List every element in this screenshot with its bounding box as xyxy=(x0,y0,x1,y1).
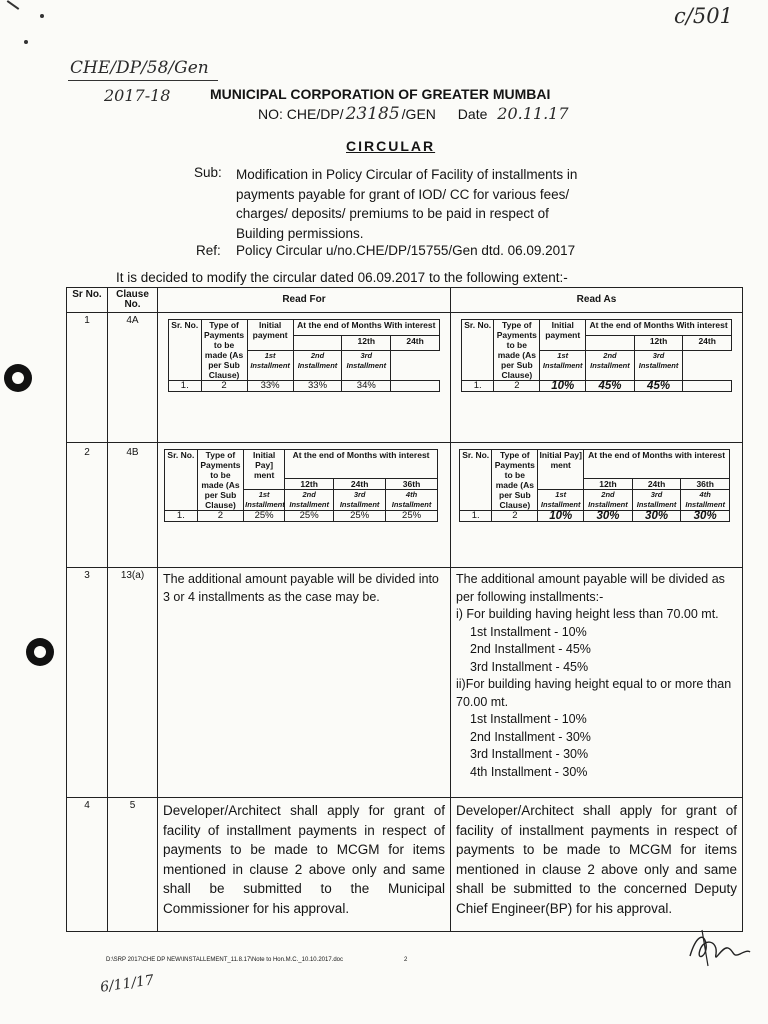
header-sr-no: Sr No. xyxy=(67,288,108,313)
list-item: 2nd Installment - 30% xyxy=(470,729,591,744)
list-item: 3rd Installment - 45% xyxy=(470,659,589,674)
cell: 30% xyxy=(681,511,730,522)
subject-line: Building permissions. xyxy=(236,225,364,241)
subject-line: Modification in Policy Circular of Facility of installments in xyxy=(236,167,578,182)
inner-inst-4: 4th Installment xyxy=(681,490,730,511)
inner-month-24: 24th xyxy=(683,335,732,351)
handwritten-date: 20.11.17 xyxy=(497,104,569,123)
inner-sr: Sr. No. xyxy=(165,450,198,511)
as-case-ii: ii)For building having height equal to or more than 70.00 mt. xyxy=(456,677,732,709)
reference-label: Ref: xyxy=(196,243,221,258)
installment-table-4b-for xyxy=(164,449,438,522)
cell: 2 xyxy=(197,511,243,522)
cell: 10% xyxy=(540,381,586,392)
inner-month-12: 12th xyxy=(285,479,334,490)
as-intro: The additional amount payable will be divided as per following installments:- xyxy=(456,572,725,604)
inner-initial: Initial Pay] ment xyxy=(244,450,285,490)
list-item: 3rd Installment - 30% xyxy=(470,747,589,761)
row-clause: 4B xyxy=(108,443,158,568)
inner-inst-1: 1st Installment xyxy=(245,490,285,509)
inner-month-36: 36th xyxy=(386,479,438,490)
cell xyxy=(391,381,440,392)
cell: 33% xyxy=(247,381,293,392)
inner-inst-3: 3rd Installment xyxy=(342,351,391,381)
cell: 25% xyxy=(386,511,438,522)
table-row xyxy=(67,568,743,798)
header-read-as: Read As xyxy=(451,288,743,313)
inner-month-12: 12th xyxy=(634,335,683,351)
scan-mark-top-left xyxy=(7,0,20,10)
list-item: 1st Installment - 10% xyxy=(470,624,587,639)
row4-read-for: Developer/Architect shall apply for grant of facility of installment payments in respect of payments to be made to MCGM for items mentioned in clause 2 above only and same shall be submitted to the Municipal Commissioner for his approval. xyxy=(158,798,451,932)
scan-dot-top xyxy=(40,14,44,18)
inner-inst-2: 2nd Installment xyxy=(584,490,633,511)
number-suffix: /GEN xyxy=(401,106,436,122)
inner-sr: Sr. No. xyxy=(169,320,202,381)
inner-inst-1: 1st Installment xyxy=(247,351,293,381)
cell: 25% xyxy=(334,511,386,522)
modification-table xyxy=(66,287,743,932)
row1-read-as xyxy=(451,313,743,443)
inner-inst-3: 3rd Installment xyxy=(634,351,683,381)
row2-read-for xyxy=(158,443,451,568)
inner-end-months: At the end of Months with interest xyxy=(285,450,438,479)
punch-hole-upper xyxy=(4,364,32,392)
punch-hole-lower xyxy=(26,638,54,666)
inner-initial: Initial Pay] ment xyxy=(538,450,584,490)
cell: 1. xyxy=(169,381,202,392)
cell: 33% xyxy=(293,381,342,392)
row-sr: 2 xyxy=(67,443,108,568)
date-label: Date xyxy=(457,106,488,122)
footer-file-path: D:\SRP 2017\CHE DP NEW\INSTALLEMENT_11.8.17\Note to Hon.M.C._10.10.2017.doc xyxy=(106,957,344,963)
row-clause: 4A xyxy=(108,313,158,443)
cell xyxy=(683,381,732,392)
circular-title: CIRCULAR xyxy=(346,138,436,154)
handwritten-file-number: c/501 xyxy=(674,4,733,28)
cell: 10% xyxy=(538,511,584,522)
row3-read-for: The additional amount payable will be divided into 3 or 4 installments as the case may be. xyxy=(158,568,451,798)
cell: 1. xyxy=(462,381,494,392)
intro-text: It is decided to modify the circular dated 06.09.2017 to the following extent:- xyxy=(116,270,568,285)
inner-inst-3: 3rd Installment xyxy=(632,490,681,511)
handwritten-number: 23185 xyxy=(345,104,400,124)
inner-type: Type of Payments to be made (As per Sub Clause) xyxy=(201,320,247,381)
cell: 45% xyxy=(634,381,683,392)
footer-page-number: 2 xyxy=(404,957,408,963)
inner-sr: Sr. No. xyxy=(462,320,494,381)
inner-inst-4: 4th Installment xyxy=(386,490,438,511)
inner-inst-2: 2nd Installment xyxy=(285,490,334,511)
file-ref-underline xyxy=(68,80,218,81)
cell: 25% xyxy=(285,511,334,522)
header-read-for: Read For xyxy=(158,288,451,313)
inner-end-months: At the end of Months With interest xyxy=(293,320,439,336)
table-header-row xyxy=(67,288,743,313)
signature-icon xyxy=(682,926,752,970)
cell: 2 xyxy=(494,381,540,392)
as-case-i: i) For building having height less than 70.00 mt. xyxy=(456,607,719,621)
inner-sr: Sr. No. xyxy=(460,450,492,511)
table-row xyxy=(67,443,743,568)
cell: 34% xyxy=(342,381,391,392)
row-sr: 1 xyxy=(67,313,108,443)
inner-inst-2: 2nd Installment xyxy=(586,351,635,381)
inner-inst-1: 1st Installment xyxy=(540,351,586,381)
cell: 30% xyxy=(632,511,681,522)
row1-read-for xyxy=(158,313,451,443)
inner-inst-1: 1st Installment xyxy=(538,490,584,511)
installment-table-4a-as xyxy=(461,319,732,392)
cell: 30% xyxy=(584,511,633,522)
inner-month-12: 12th xyxy=(342,335,391,351)
row-clause: 5 xyxy=(108,798,158,932)
subject-line: charges/ deposits/ premiums to be paid in respect of xyxy=(236,206,549,221)
subject-label: Sub: xyxy=(194,165,222,180)
list-item: 2nd Installment - 45% xyxy=(470,642,591,656)
table-row xyxy=(67,313,743,443)
handwritten-file-ref: CHE/DP/58/Gen xyxy=(70,58,209,78)
inner-initial: Initial payment xyxy=(247,320,293,351)
installment-table-4a-for xyxy=(168,319,440,392)
cell: 45% xyxy=(586,381,635,392)
inner-type: Type of Payments to be made (As per Sub Clause) xyxy=(197,450,243,511)
inner-month-24: 24th xyxy=(632,479,681,490)
org-name: MUNICIPAL CORPORATION OF GREATER MUMBAI xyxy=(210,86,551,102)
cell: 2 xyxy=(492,511,538,522)
subject-line: payments payable for grant of IOD/ CC for various fees/ xyxy=(236,186,570,202)
inner-inst-2: 2nd Installment xyxy=(293,351,342,381)
table-row xyxy=(67,798,743,932)
header-clause-no: Clause No. xyxy=(108,288,158,313)
scan-dot-left xyxy=(24,40,28,44)
cell: 1. xyxy=(165,511,198,522)
subject-text xyxy=(236,165,577,243)
cell: 2 xyxy=(201,381,247,392)
row4-read-as: Developer/Architect shall apply for grant of facility of installment payments in respect of payments to be made to MCGM for items mentioned in clause 2 above only and same shall be submitted to the concerned Deputy Chief Engineer(BP) for his approval. xyxy=(451,798,743,932)
inner-end-months: At the end of Months With interest xyxy=(586,320,732,336)
inner-month-36: 36th xyxy=(681,479,730,490)
reference-text: Policy Circular u/no.CHE/DP/15755/Gen dtd. 06.09.2017 xyxy=(236,243,576,258)
installment-table-4b-as xyxy=(459,449,730,522)
inner-type: Type of Payments to be made (As per Sub Clause) xyxy=(492,450,538,511)
list-item: 4th Installment - 30% xyxy=(470,764,588,779)
list-item: 1st Installment - 10% xyxy=(470,712,587,726)
inner-end-months: At the end of Months with interest xyxy=(584,450,730,479)
row-sr: 3 xyxy=(67,568,108,798)
row2-read-as xyxy=(451,443,743,568)
cell: 1. xyxy=(460,511,492,522)
handwritten-year: 2017-18 xyxy=(104,86,171,105)
inner-month-24: 24th xyxy=(334,479,386,490)
inner-type: Type of Payments to be made (As per Sub Clause) xyxy=(494,320,540,381)
inner-inst-3: 3rd Installment xyxy=(334,490,386,511)
number-prefix: NO: CHE/DP/ xyxy=(258,106,344,122)
inner-month-12: 12th xyxy=(584,479,633,490)
cell: 25% xyxy=(244,511,285,522)
inner-initial: Initial payment xyxy=(540,320,586,351)
handwritten-footer-date: 6/11/17 xyxy=(99,972,155,996)
circular-number-line xyxy=(258,104,569,124)
row-sr: 4 xyxy=(67,798,108,932)
row3-read-as xyxy=(451,568,743,798)
inner-month-24: 24th xyxy=(391,335,440,351)
row-clause: 13(a) xyxy=(108,568,158,798)
